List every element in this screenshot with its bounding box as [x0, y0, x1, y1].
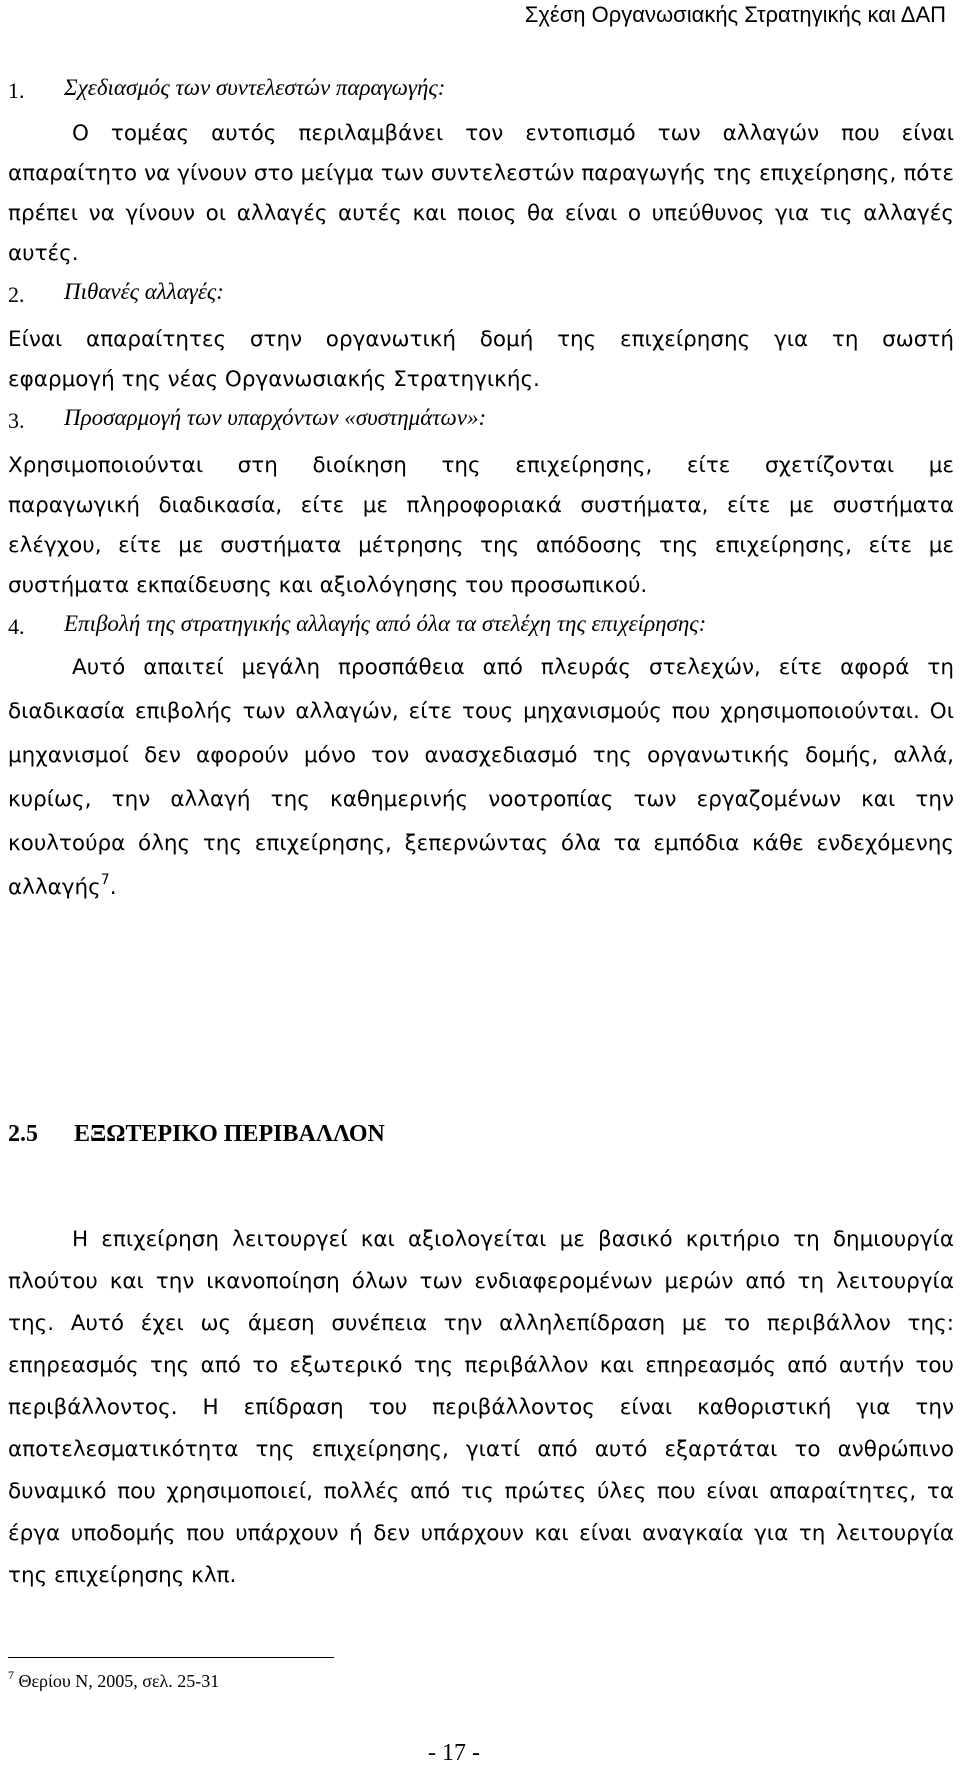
item-2-line-2: εφαρμογή της νέας Οργανωσιακής Στρατηγικής.	[8, 367, 540, 392]
running-header: Σχέση Οργανωσιακής Στρατηγικής και ΔΑΠ	[524, 2, 946, 27]
footnote-marker: 7	[8, 1668, 14, 1682]
section-title: ΕΞΩΤΕΡΙΚΟ ΠΕΡΙΒΑΛΛΟΝ	[74, 1121, 385, 1147]
section-line-6: αποτελεσματικότητα της επιχείρησης, γιατί από αυτό εξαρτάται το ανθρώπινο	[8, 1437, 954, 1462]
item-1-number: 1.	[8, 78, 25, 103]
section-line-1: Η επιχείρηση λειτουργεί και αξιολογείται με βασικό κριτήριο τη δημιουργία	[72, 1227, 954, 1252]
footnote-reference: 7	[100, 872, 110, 888]
item-1-line-1: Ο τομέας αυτός περιλαμβάνει τον εντοπισμό των αλλαγών που είναι	[72, 121, 954, 146]
item-3-line-4: συστήματα εκπαίδευσης και αξιολόγησης του προσωπικού.	[8, 573, 648, 598]
section-line-5: περιβάλλοντος. Η επίδραση του περιβάλλοντος είναι καθοριστική για την	[8, 1395, 954, 1420]
section-line-8: έργα υποδομής που υπάρχουν ή δεν υπάρχουν και είναι αναγκαία για τη λειτουργία	[8, 1521, 954, 1546]
footnote-separator	[8, 1657, 334, 1658]
item-2-heading: Πιθανές αλλαγές:	[64, 279, 224, 304]
item-2-line-1: Είναι απαραίτητες στην οργανωτική δομή της επιχείρησης για τη σωστή	[8, 327, 954, 352]
section-line-7: δυναμικό που χρησιμοποιεί, πολλές από τις πρώτες ύλες που είναι απαραίτητες, τα	[8, 1479, 954, 1504]
item-4-end-punct: .	[109, 875, 117, 900]
section-line-3: της. Αυτό έχει ως άμεση συνέπεια την αλληλεπίδραση με το περιβάλλον της:	[8, 1311, 954, 1336]
item-4-heading: Επιβολή της στρατηγικής αλλαγής από όλα τα στελέχη της επιχείρησης:	[64, 611, 707, 636]
item-4-line-3: μηχανισμοί δεν αφορούν μόνο τον ανασχεδιασμό της οργανωτικής δομής, αλλά,	[8, 743, 954, 768]
item-4-line-1: Αυτό απαιτεί μεγάλη προσπάθεια από πλευράς στελεχών, είτε αφορά τη	[72, 655, 954, 680]
section-number: 2.5	[8, 1121, 38, 1147]
item-4-line-5: κουλτούρα όλης της επιχείρησης, ξεπερνώντας όλα τα εμπόδια κάθε ενδεχόμενης	[8, 831, 954, 856]
item-3-line-1: Χρησιμοποιούνται στη διοίκηση της επιχείρησης, είτε σχετίζονται με	[8, 453, 954, 478]
item-4-line-6	[8, 873, 954, 903]
footnote	[8, 1668, 220, 1692]
item-2-number: 2.	[8, 282, 25, 307]
footnote-text: Θερίου Ν, 2005, σελ. 25-31	[18, 1671, 220, 1691]
item-3-line-2: παραγωγική διαδικασία, είτε με πληροφοριακά συστήματα, είτε με συστήματα	[8, 493, 954, 518]
section-line-4: επηρεασμός της από το εξωτερικό της περιβάλλον και επηρεασμός από αυτήν του	[8, 1353, 954, 1378]
page-number: - 17 -	[428, 1740, 480, 1766]
item-3-heading: Προσαρμογή των υπαρχόντων «συστημάτων»:	[64, 405, 487, 430]
item-4-number: 4.	[8, 614, 25, 639]
item-4-line-2: διαδικασία επιβολής των αλλαγών, είτε τους μηχανισμούς που χρησιμοποιούνται. Οι	[8, 699, 954, 724]
item-1-heading: Σχεδιασμός των συντελεστών παραγωγής:	[64, 75, 446, 100]
item-4-line-4: κυρίως, την αλλαγή της καθημερινής νοοτροπίας των εργαζομένων και την	[8, 787, 954, 812]
section-line-9: της επιχείρησης κλπ.	[8, 1563, 237, 1588]
item-1-line-4: αυτές.	[8, 241, 79, 266]
item-3-line-3: ελέγχου, είτε με συστήματα μέτρησης της απόδοσης της επιχείρησης, είτε με	[8, 533, 954, 558]
item-3-number: 3.	[8, 408, 25, 433]
item-4-line-6-text: αλλαγής	[8, 875, 101, 900]
section-line-2: πλούτου και την ικανοποίηση όλων των ενδιαφερομένων μερών από τη λειτουργία	[8, 1269, 954, 1294]
item-1-line-2: απαραίτητο να γίνουν στο μείγμα των συντελεστών παραγωγής της επιχείρησης, πότε	[8, 161, 954, 186]
item-1-line-3: πρέπει να γίνουν οι αλλαγές αυτές και ποιος θα είναι ο υπεύθυνος για τις αλλαγές	[8, 201, 954, 226]
section-heading	[8, 1121, 385, 1148]
